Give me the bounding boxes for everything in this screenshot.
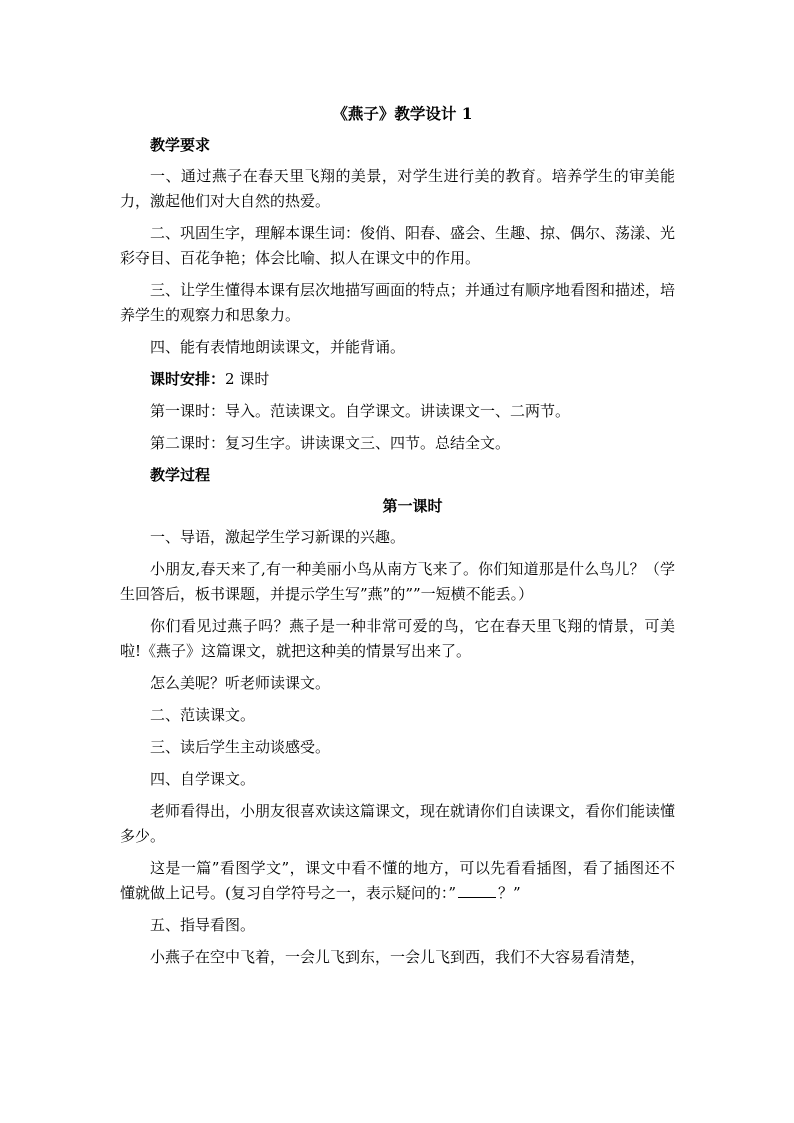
kantu-paragraph [120,856,675,906]
process-paragraph: 三、读后学生主动谈感受。 [150,738,331,756]
document-page [120,100,675,977]
schedule-line [120,367,675,392]
process-paragraph: 二、范读课文。 [150,706,256,724]
kantu-text-b: ？” [498,884,521,902]
schedule-label: 课时安排： [150,370,226,388]
requirement-item: 四、能有表情地朗读课文，并能背诵。 [150,338,406,356]
process-paragraph: 四、自学课文。 [150,770,256,788]
question-blank [458,883,496,898]
process-paragraph: 小燕子在空中飞着，一会儿飞到东，一会儿飞到西，我们不大容易看清楚， [150,948,646,966]
process-paragraph: 你们看见过燕子吗？燕子是一种非常可爱的鸟，它在春天里飞翔的情景，可美啦!《燕子》这篇课文，就把这种美的情景写出来了。 [120,617,675,660]
lesson-plan-item: 第二课时：复习生字。讲读课文三、四节。总结全文。 [150,434,511,452]
requirement-item: 二、巩固生字，理解本课生词：俊俏、阳春、盛会、生趣、掠、偶尔、荡漾、光彩夺目、百花争艳；体会比喻、拟人在课文中的作用。 [120,224,676,267]
requirement-item: 一、通过燕子在春天里飞翔的美景，对学生进行美的教育。培养学生的审美能力，激起他们对大自然的热爱。 [120,167,675,210]
schedule-value: 2 课时 [225,370,270,388]
requirements-heading: 教学要求 [150,136,211,154]
kantu-text-a: 这是一篇”看图学文”，课文中看不懂的地方，可以先看看插图，看了插图还不懂就做上记号。(复习自学符号之一，表示疑问的：” [120,859,675,902]
requirement-item: 三、让学生懂得本课有层次地描写画面的特点；并通过有顺序地看图和描述，培养学生的观察力和思象力。 [120,281,676,324]
process-paragraph: 一、导语，激起学生学习新课的兴趣。 [150,528,406,546]
process-heading: 教学过程 [150,466,211,484]
lesson-plan-item: 第一课时：导入。范读课文。自学课文。讲读课文一、二两节。 [150,402,571,420]
process-paragraph: 小朋友,春天来了,有一种美丽小鸟从南方飞来了。你们知道那是什么鸟儿？（学生回答后，板书课题，并提示学生写”燕”的””一短横不能丢。） [120,560,675,603]
lesson1-heading: 第一课时 [382,497,443,515]
process-paragraph: 五、指导看图。 [150,916,256,934]
process-paragraph: 老师看得出，小朋友很喜欢读这篇课文，现在就请你们自读课文，看你们能读懂多少。 [120,802,676,845]
document-title: 《燕子》教学设计 1 [332,104,473,123]
process-paragraph: 怎么美呢？听老师读课文。 [150,674,331,692]
